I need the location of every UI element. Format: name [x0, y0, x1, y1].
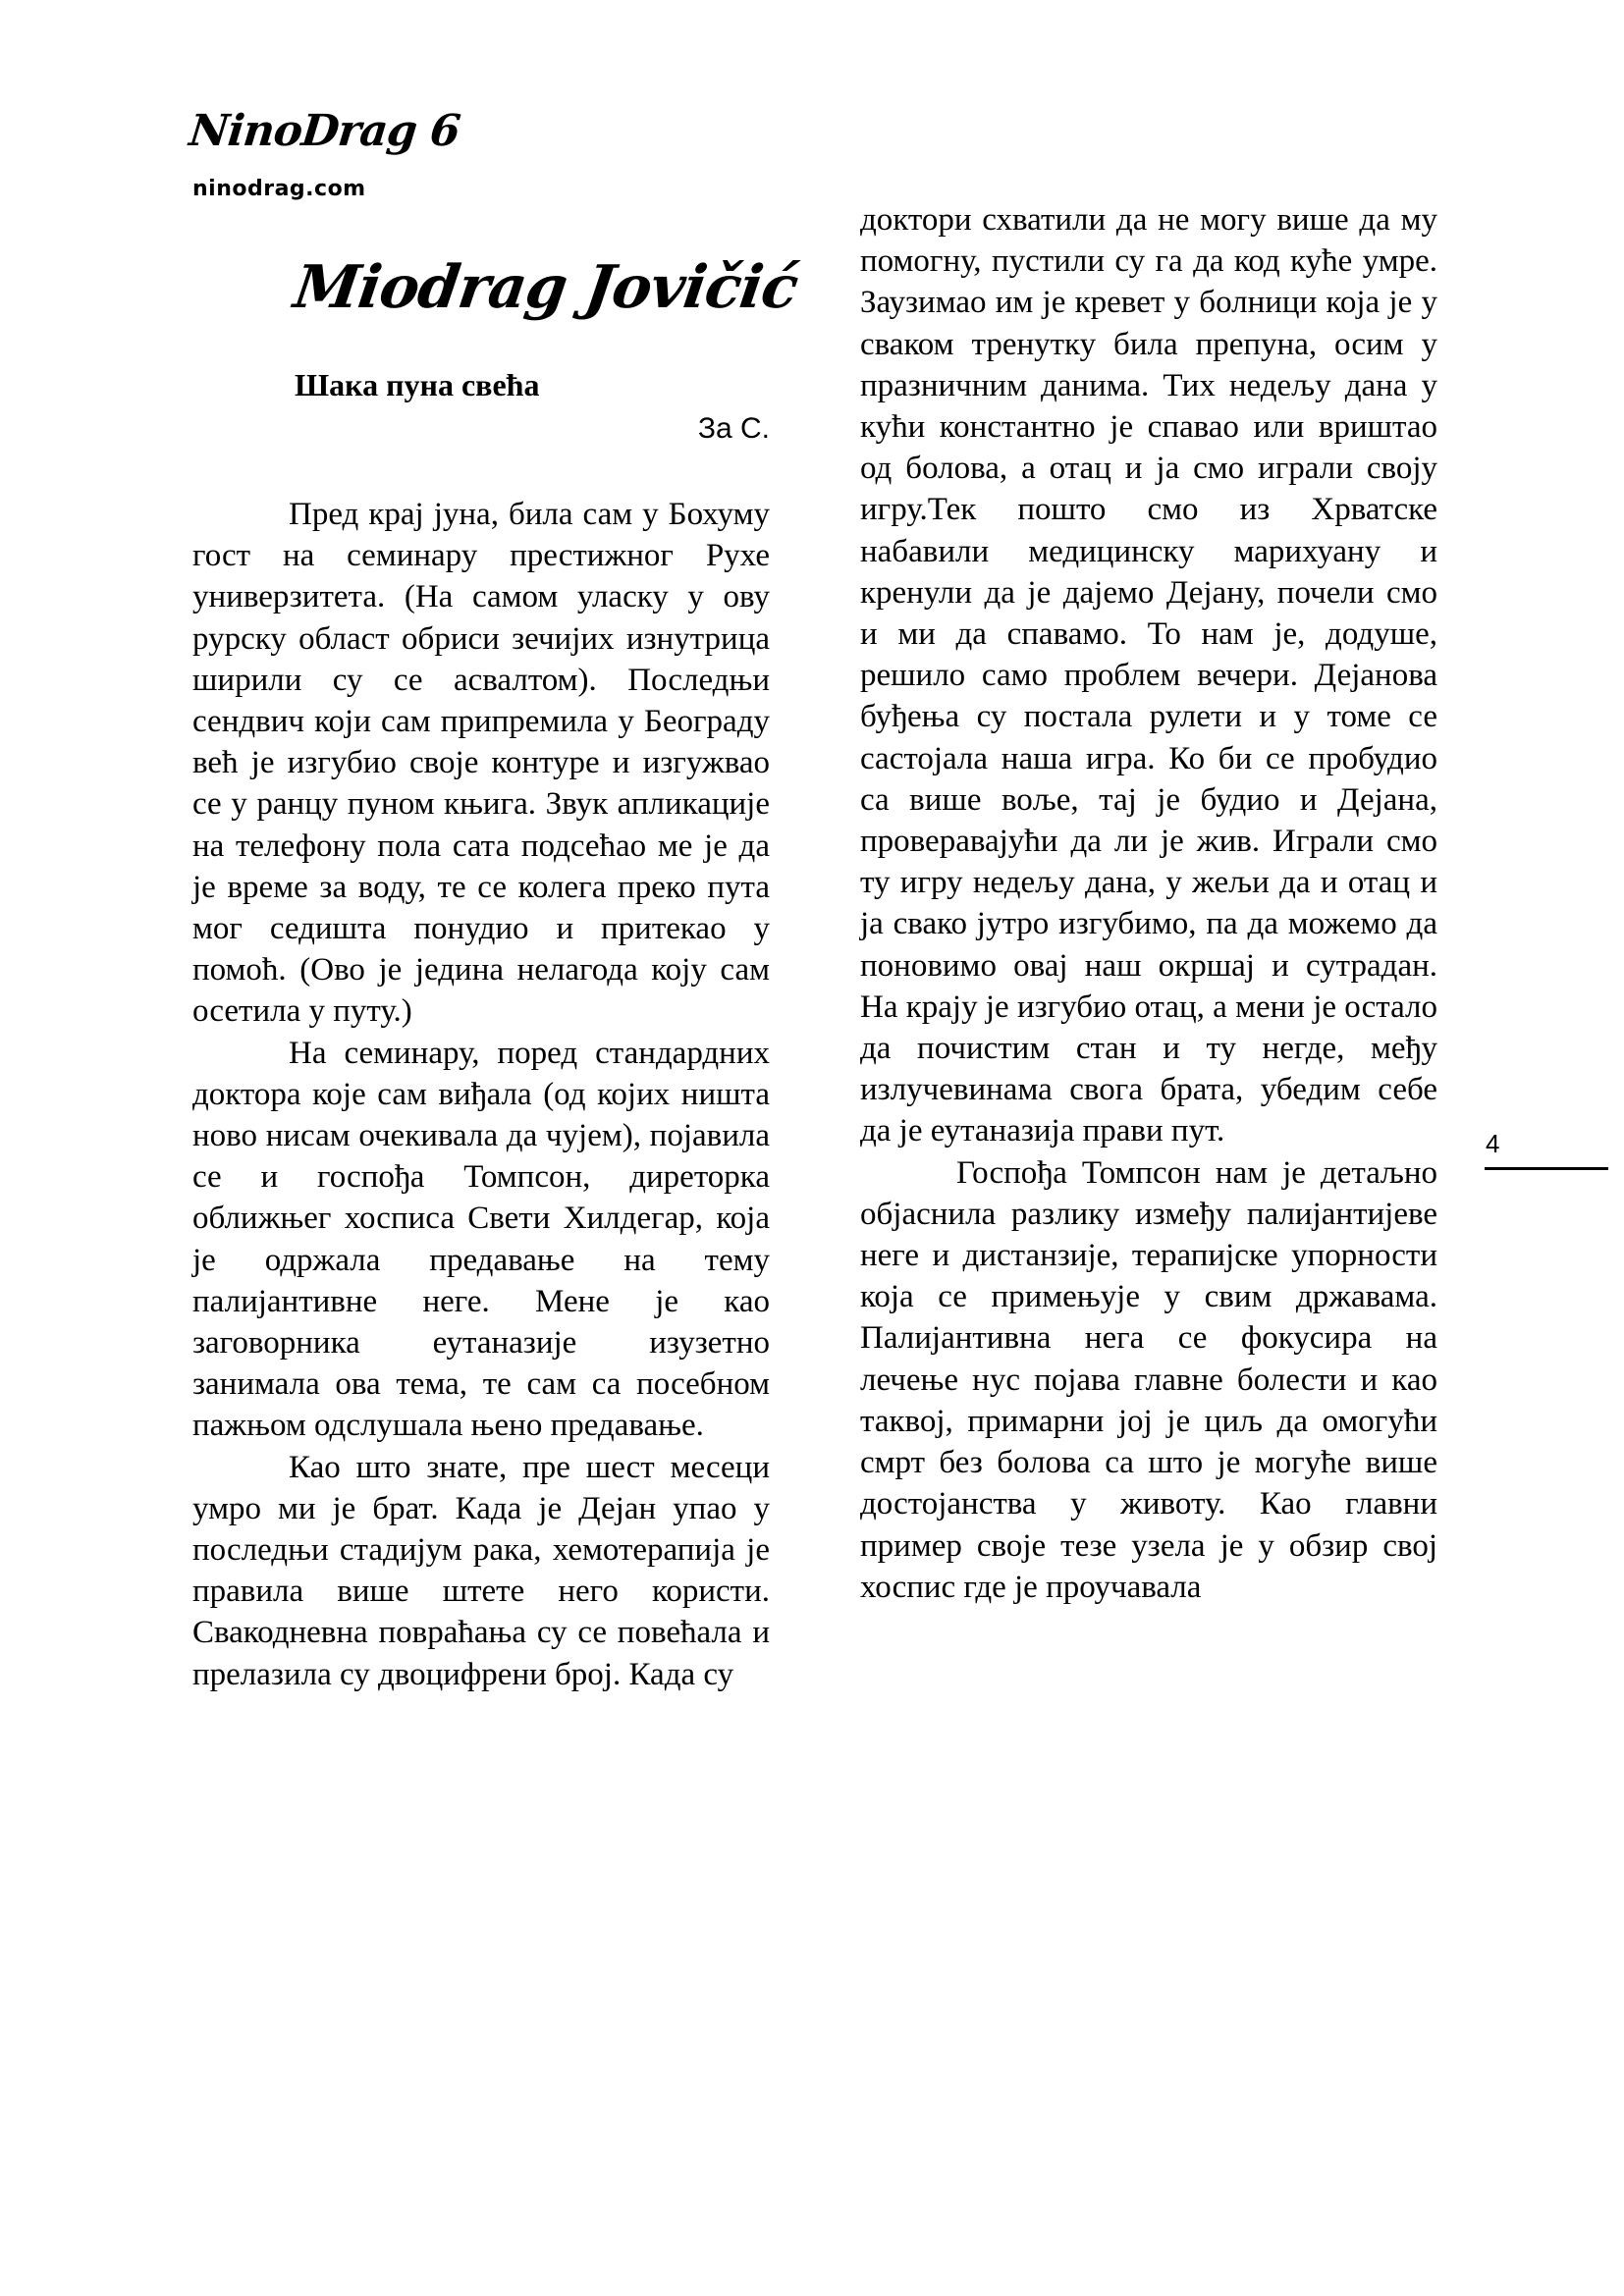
- left-column: [192, 494, 770, 1695]
- paragraph: доктори схватили да не могу више да му помогну, пустили су га да код куће умре. Заузимао им је кревет у болници која је у сваком тренутку била препуна, осим у празничним данима. Тих недељу дана у кући константно је спавао или вриштао од болова, а отац и ја смо играли своју игру.Тек пошто смо из Хрватске набавили медицинску марихуану и кренули да је дајемо Дејану, почели смо и ми да спавамо. То нам је, додуше, решило само проблем вечери. Дејанова буђења су постала рулети и у томе се састојала наша игра. Ко би се пробудио са више воље, тај је будио и Дејана, проверавајући да ли је жив. Играли смо ту игру недељу дана, у жељи да и отац и ја свако јутро изгубимо, па да можемо да поновимо овај наш окршај и сутрадан. На крају је изгубио отац, а мени је остало да почистим стан и ту негде, међу излучевинама свога брата, убедим себе да је еутаназија прави пут.: [860, 202, 1437, 1149]
- dedication: За С.: [697, 412, 770, 445]
- paragraph: Пред крај јуна, била сам у Бохуму гост на семинару престижног Рухе универзитета. (На самом уласку у ову рурску област обриси зечијих изнутрица ширили су се асвалтом). Последњи сендвич који сам припремила у Београду већ је изгубио своје контуре и изгужвао се у ранцу пуном књига. Звук апликације на телефону пола сата подсећао ме је да је време за воду, те се колега преко пута мог седишта понудио и притекао у помоћ. (Ово је једина нелагода коју сам осетила у путу.): [192, 497, 770, 1030]
- page-number-rule: [1485, 1167, 1608, 1170]
- author-name: Miodrag Jovičić: [290, 253, 802, 322]
- website-url: ninodrag.com: [192, 177, 366, 201]
- story-title: Шака пуна свећа: [295, 367, 540, 402]
- paragraph: На семинару, поред стандардних доктора које сам виђала (од којих ништа ново нисам очекивала да чујем), појавила се и госпођа Томпсон, диреторка оближњег хосписа Свети Хилдегар, која је одржала предавање на тему палијантивне неге. Мене је као заговорника еутаназије изузетно занимала ова тема, те сам са посебном пажњом одслушала њено предавање.: [192, 1035, 770, 1444]
- paragraph: Као што знате, пре шест месеци умро ми је брат. Када је Дејан упао у последњи стадијум рака, хемотерапија је правила више штете него користи. Свакодневна повраћања су се повећала и прелазила су двоцифрени број. Када су: [192, 1449, 770, 1692]
- right-column: [860, 199, 1437, 1608]
- page-number: 4: [1486, 1129, 1500, 1158]
- magazine-brand: NinoDrag 6: [187, 106, 462, 156]
- paragraph: Госпођа Томпсон нам је детаљно објаснила разлику између палијантијеве неге и дистанзије, терапијске упорности која се примењује у свим државама. Палијантивна нега се фокусира на лечење нус појава главне болести и као таквој, примарни јој је циљ да омогући смрт без болова са што је могуће више достојанства у животу. Као главни пример своје тезе узела је у обзир свој хоспис где је проучавала: [860, 1154, 1437, 1605]
